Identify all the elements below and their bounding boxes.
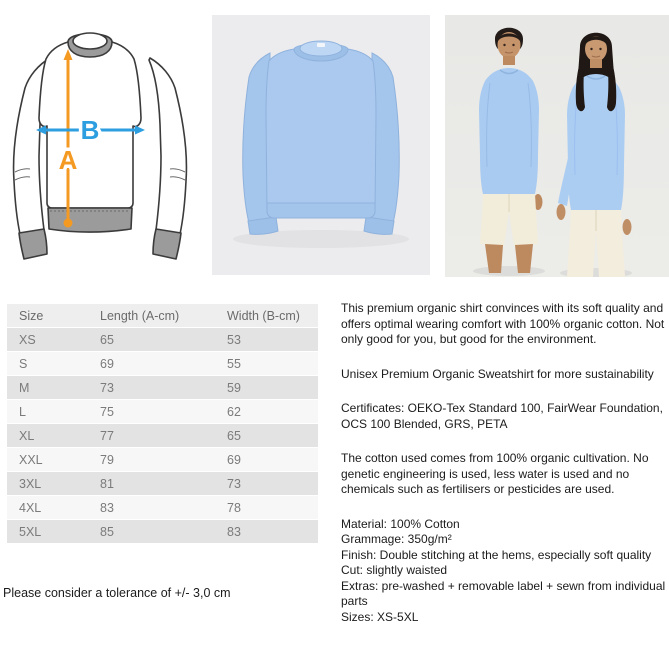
size-column-header: Size bbox=[7, 304, 100, 328]
flatlay-sweatshirt-illustration bbox=[212, 15, 430, 275]
size-table bbox=[7, 304, 318, 544]
width-cell: 73 bbox=[227, 472, 318, 496]
spec-list bbox=[341, 517, 667, 626]
length-cell: 75 bbox=[100, 400, 227, 424]
table-row bbox=[7, 400, 318, 424]
table-row bbox=[7, 328, 318, 352]
product-photo-flatlay bbox=[212, 15, 430, 275]
sweatshirt-outline-drawing bbox=[4, 6, 196, 268]
width-cell: 69 bbox=[227, 448, 318, 472]
spec-extras: Extras: pre-washed + removable label + sewn from individual parts bbox=[341, 578, 666, 608]
length-cell: 83 bbox=[100, 496, 227, 520]
length-cell: 85 bbox=[100, 520, 227, 544]
size-cell: 5XL bbox=[7, 520, 100, 544]
length-cell: 81 bbox=[100, 472, 227, 496]
table-row bbox=[7, 352, 318, 376]
size-cell: L bbox=[7, 400, 100, 424]
length-cell: 79 bbox=[100, 448, 227, 472]
width-cell: 65 bbox=[227, 424, 318, 448]
size-cell: XL bbox=[7, 424, 100, 448]
size-cell: XS bbox=[7, 328, 100, 352]
size-diagram bbox=[4, 6, 196, 268]
spec-cut: Cut: slightly waisted bbox=[341, 563, 448, 577]
product-description bbox=[341, 301, 667, 625]
length-label-a: A bbox=[58, 145, 78, 175]
table-row bbox=[7, 520, 318, 544]
width-cell: 53 bbox=[227, 328, 318, 352]
size-cell: XXL bbox=[7, 448, 100, 472]
description-intro: This premium organic shirt convinces with its soft quality and offers optimal wearing comfort with 100% organic cotton. Not only good for you, but good for the environment. bbox=[341, 301, 665, 346]
tolerance-note: Please consider a tolerance of +/- 3,0 cm bbox=[3, 586, 231, 600]
length-cell: 65 bbox=[100, 328, 227, 352]
table-row bbox=[7, 448, 318, 472]
models-illustration bbox=[445, 15, 669, 277]
description-cotton: The cotton used comes from 100% organic cultivation. No genetic engineering is used, less water is used and no chemicals such as fertilisers or pesticides are used. bbox=[341, 451, 649, 496]
width-cell: 55 bbox=[227, 352, 318, 376]
description-product-name: Unisex Premium Organic Sweatshirt for more sustainability bbox=[341, 366, 654, 381]
size-table-container bbox=[7, 304, 318, 544]
length-column-header: Length (A-cm) bbox=[100, 304, 227, 328]
description-certificates: Certificates: OEKO-Tex Standard 100, FairWear Foundation, OCS 100 Blended, GRS, PETA bbox=[341, 401, 663, 431]
width-cell: 62 bbox=[227, 400, 318, 424]
blue-sweatshirt bbox=[243, 41, 400, 234]
spec-sizes: Sizes: XS-5XL bbox=[341, 609, 419, 624]
size-cell: 4XL bbox=[7, 496, 100, 520]
width-column-header: Width (B-cm) bbox=[227, 304, 318, 328]
table-row bbox=[7, 496, 318, 520]
width-cell: 78 bbox=[227, 496, 318, 520]
width-cell: 59 bbox=[227, 376, 318, 400]
size-cell: M bbox=[7, 376, 100, 400]
product-photo-models bbox=[445, 15, 669, 277]
length-cell: 77 bbox=[100, 424, 227, 448]
spec-finish: Finish: Double stitching at the hems, especially soft quality bbox=[341, 547, 652, 562]
female-model bbox=[557, 33, 632, 277]
table-row bbox=[7, 376, 318, 400]
width-cell: 83 bbox=[227, 520, 318, 544]
table-row bbox=[7, 424, 318, 448]
length-cell: 69 bbox=[100, 352, 227, 376]
width-label-b: B bbox=[80, 115, 100, 145]
size-cell: S bbox=[7, 352, 100, 376]
size-cell: 3XL bbox=[7, 472, 100, 496]
size-table-header-row bbox=[7, 304, 318, 328]
spec-material: Material: 100% Cotton bbox=[341, 516, 460, 531]
table-row bbox=[7, 472, 318, 496]
spec-grammage: Grammage: 350g/m² bbox=[341, 532, 452, 546]
male-model bbox=[479, 28, 543, 273]
length-cell: 73 bbox=[100, 376, 227, 400]
garment-outline bbox=[14, 33, 187, 259]
